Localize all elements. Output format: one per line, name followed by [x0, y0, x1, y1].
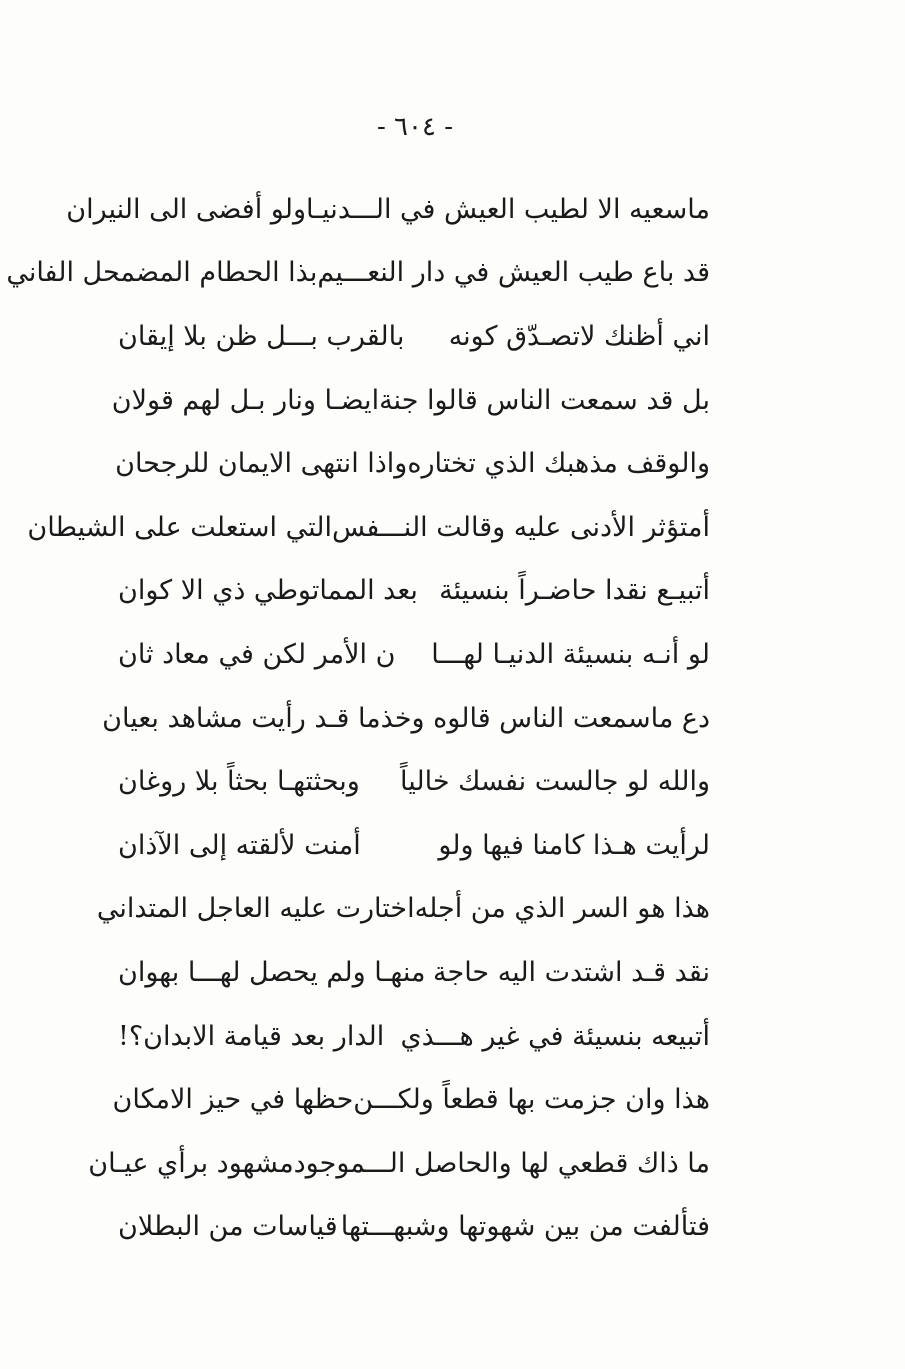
verse-line: [118, 305, 710, 369]
verse-line: [27, 496, 710, 560]
verse-line: [118, 623, 710, 687]
verse-line: [118, 1196, 710, 1260]
verse-second-hemistich: حظها في حيز الامكان: [112, 1084, 354, 1116]
verse-first-hemistich: أتبيـع نقدا حاضـراً بنسيئة: [439, 575, 710, 607]
verse-line: [118, 750, 710, 814]
verse-second-hemistich: بذا الحطام المضمحل الفاني: [6, 257, 318, 289]
verse-second-hemistich: بالقرب بـــل ظن بلا إيقان: [118, 320, 405, 352]
verse-first-hemistich: والله لو جالست نفسك خالياً: [400, 766, 710, 798]
page-number: - ٦٠٤ -: [376, 112, 454, 142]
verse-line: [111, 369, 710, 433]
verse-line: [115, 432, 710, 496]
verse-second-hemistich: ن الأمر لكن في معاد ثان: [118, 638, 396, 670]
verse-first-hemistich: فتألفت من بين شهوتها وشبهـــتها: [340, 1211, 710, 1243]
verse-second-hemistich: منهـا ولم يحصل لهـــا بهوان: [118, 956, 426, 988]
verse-first-hemistich: والوقف مذهبك الذي تختاره: [407, 448, 710, 480]
verse-first-hemistich: اني أظنك لاتصـدّق كونه: [448, 320, 710, 352]
verse-line: [102, 687, 710, 751]
verse-first-hemistich: بل قد سمعت الناس قالوا جنة: [379, 384, 710, 416]
verse-second-hemistich: ايضـا ونار بـل لهم قولان: [111, 384, 380, 416]
verse-first-hemistich: لرأيت هـذا كامنا فيها ولو: [438, 829, 710, 861]
verse-line: [118, 1005, 710, 1069]
verse-first-hemistich: دع ماسمعت الناس قالوه وخذ: [380, 702, 710, 734]
verse-second-hemistich: قياسات من البطلان: [118, 1211, 338, 1243]
verse-second-hemistich: الدار بعد قيامة الابدان؟!: [118, 1020, 385, 1052]
verse-second-hemistich: بعد المماتوطي ذي الا كوان: [118, 575, 418, 607]
verse-second-hemistich: ما قـد رأيت مشاهد بعيان: [102, 702, 381, 734]
verse-first-hemistich: أتبيعه بنسيئة في غير هـــذي: [400, 1020, 710, 1052]
verse-line: [112, 1068, 710, 1132]
verse-first-hemistich: لو أنـه بنسيئة الدنيـا لهـــا: [431, 638, 710, 670]
verse-second-hemistich: مشهود برأي عيـان: [88, 1147, 294, 1179]
verse-second-hemistich: التي استعلت على الشيطان: [27, 511, 332, 543]
verse-second-hemistich: أمنت لألقته إلى الآذان: [118, 829, 361, 861]
verse-second-hemistich: وبحثتهـا بحثاً بلا روغان: [118, 766, 360, 798]
verse-line: [96, 878, 710, 942]
poem-verses: [6, 178, 710, 1259]
verse-first-hemistich: ماسعيه الا لطيب العيش في الـــدنيـا: [306, 193, 710, 225]
verse-line: [88, 1132, 710, 1196]
verse-line: [118, 941, 710, 1005]
verse-second-hemistich: ولو أفضى الى النيران: [66, 193, 307, 225]
verse-first-hemistich: ما ذاك قطعي لها والحاصل الـــموجود: [293, 1147, 710, 1179]
verse-line: [118, 560, 710, 624]
verse-line: [66, 178, 710, 242]
verse-second-hemistich: واذا انتهى الايمان للرجحان: [115, 448, 408, 480]
verse-first-hemistich: نقد قـد اشتدت اليه حاجة: [433, 956, 710, 988]
verse-first-hemistich: أمتؤثر الأدنى عليه وقالت النـــفس: [331, 511, 710, 543]
verse-first-hemistich: هذا هو السر الذي من أجله: [414, 893, 710, 925]
verse-first-hemistich: قد باع طيب العيش في دار النعـــيم: [317, 257, 710, 289]
verse-second-hemistich: اختارت عليه العاجل المتداني: [96, 893, 415, 925]
verse-line: [118, 814, 710, 878]
verse-line: [6, 242, 710, 306]
verse-first-hemistich: هذا وان جزمت بها قطعاً ولكـــن: [353, 1084, 710, 1116]
